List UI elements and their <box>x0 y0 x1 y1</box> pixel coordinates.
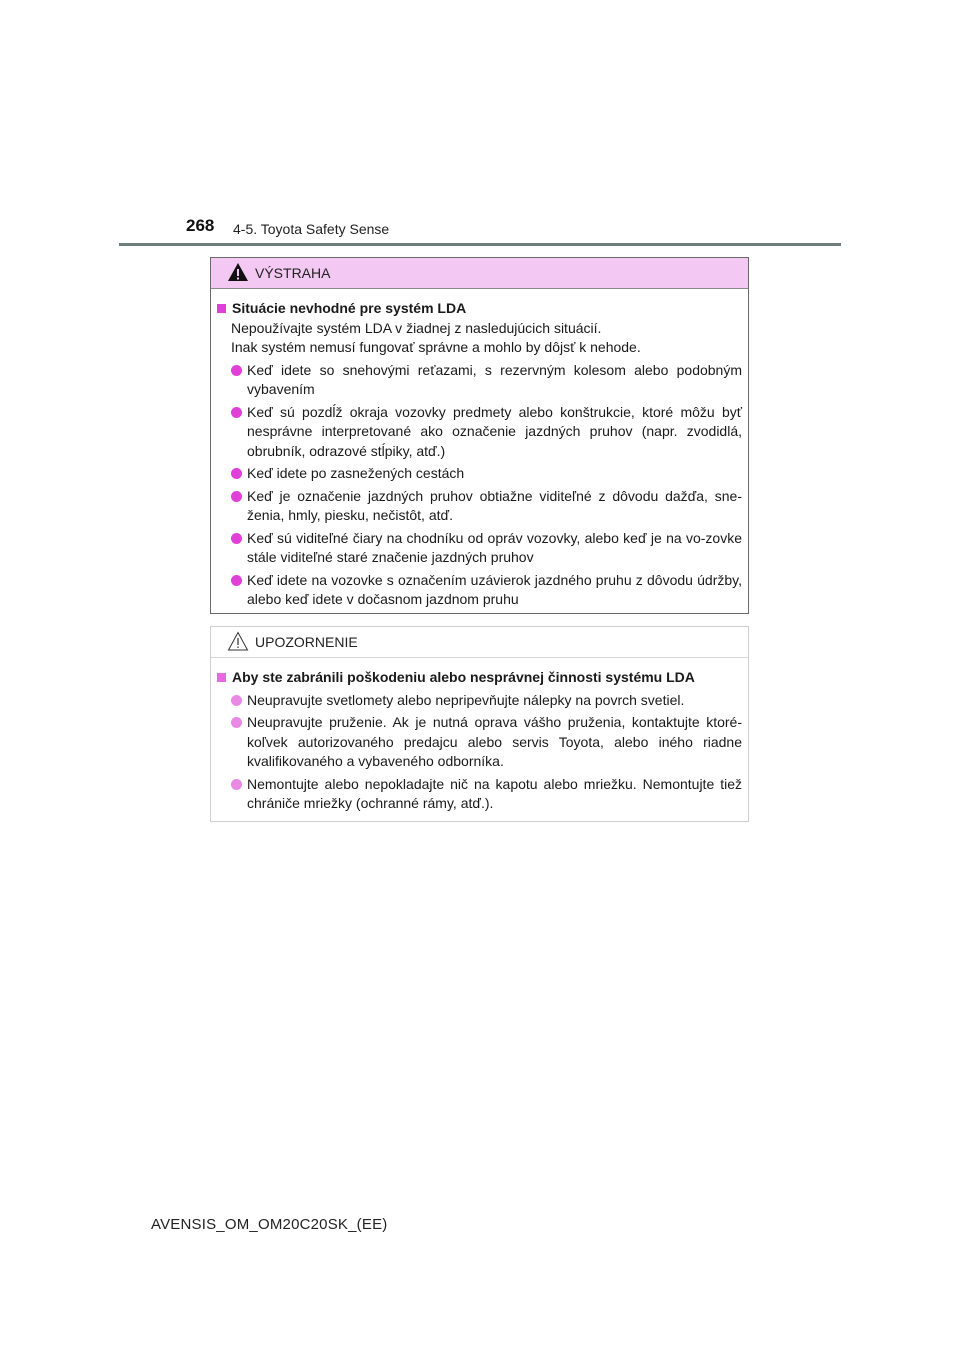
warning-list-item <box>217 571 742 610</box>
warning-list-item <box>217 487 742 526</box>
round-bullet-icon <box>231 717 242 728</box>
warning-header <box>211 258 748 289</box>
round-bullet-icon <box>231 575 242 586</box>
warning-body <box>211 289 748 610</box>
round-bullet-icon <box>231 533 242 544</box>
warning-list-item <box>217 361 742 400</box>
caution-triangle-icon <box>227 631 249 651</box>
square-bullet-icon <box>217 673 226 682</box>
warning-item-text: Keď je označenie jazdných pruhov obtiažne viditeľné z dôvodu dažďa, sne-ženia, hmly, piesku, nečistôt, atď. <box>247 487 742 523</box>
round-bullet-icon <box>231 407 242 418</box>
round-bullet-icon <box>231 365 242 376</box>
warning-heading <box>217 299 742 319</box>
header-divider <box>119 243 841 246</box>
caution-heading-text: Aby ste zabránili poškodeniu alebo nesprávnej činnosti systému LDA <box>232 669 695 685</box>
warning-list-item <box>217 529 742 568</box>
warning-intro-line: Inak systém nemusí fungovať správne a mohlo by dôjsť k nehode. <box>231 339 641 355</box>
warning-list-item <box>217 403 742 462</box>
warning-list-item <box>217 464 742 484</box>
warning-label: VÝSTRAHA <box>255 265 331 281</box>
warning-item-text: Keď sú viditeľné čiary na chodníku od opráv vozovky, alebo keď je na vo-zovke stále viditeľné staré značenie jazdných pruhov <box>247 529 742 565</box>
caution-item-text: Nemontujte alebo nepokladajte nič na kapotu alebo mriežku. Nemontujte tiež chrániče mriežky (ochranné rámy, atď.). <box>247 775 742 811</box>
caution-list-item <box>217 775 742 814</box>
round-bullet-icon <box>231 491 242 502</box>
round-bullet-icon <box>231 468 242 479</box>
warning-item-text: Keď idete na vozovke s označením uzávierok jazdného pruhu z dôvodu údržby, alebo keď idete v dočasnom jazdnom pruhu <box>247 571 742 607</box>
caution-heading <box>217 668 742 688</box>
caution-header <box>211 627 748 658</box>
warning-item-text: Keď idete po zasnežených cestách <box>247 465 465 481</box>
caution-item-text: Neupravujte pruženie. Ak je nutná oprava vášho pruženia, kontaktujte ktoré-koľvek autorizovaného predajcu alebo servis Toyota, alebo iného riadne kvalifikovaného a vybaveného odborníka. <box>247 714 742 769</box>
warning-item-text: Keď sú pozdĺž okraja vozovky predmety alebo konštrukcie, ktoré môžu byť nesprávne interpretované ako označenie jazdných pruhov (napr. zvodidlá, obrubník, odrazové stĺpiky, atď.) <box>247 403 742 459</box>
round-bullet-icon <box>231 695 242 706</box>
caution-label: UPOZORNENIE <box>255 634 358 650</box>
warning-box <box>210 257 749 614</box>
warning-heading-text: Situácie nevhodné pre systém LDA <box>232 300 467 316</box>
caution-box <box>210 626 749 822</box>
warning-triangle-icon <box>227 262 249 282</box>
round-bullet-icon <box>231 779 242 790</box>
warning-intro-line: Nepoužívajte systém LDA v žiadnej z nasledujúcich situácií. <box>231 319 602 336</box>
caution-body <box>211 658 748 814</box>
section-title: 4-5. Toyota Safety Sense <box>233 221 390 237</box>
caution-item-text: Neupravujte svetlomety alebo nepripevňujte nálepky na povrch svetiel. <box>247 691 685 708</box>
caution-list-item <box>217 691 742 711</box>
warning-item-text: Keď idete so snehovými reťazami, s rezervným kolesom alebo podobným vybavením <box>247 361 742 397</box>
document-id: AVENSIS_OM_OM20C20SK_(EE) <box>151 1216 388 1233</box>
square-bullet-icon <box>217 304 226 313</box>
page-number: 268 <box>186 216 215 235</box>
caution-list-item <box>217 713 742 772</box>
